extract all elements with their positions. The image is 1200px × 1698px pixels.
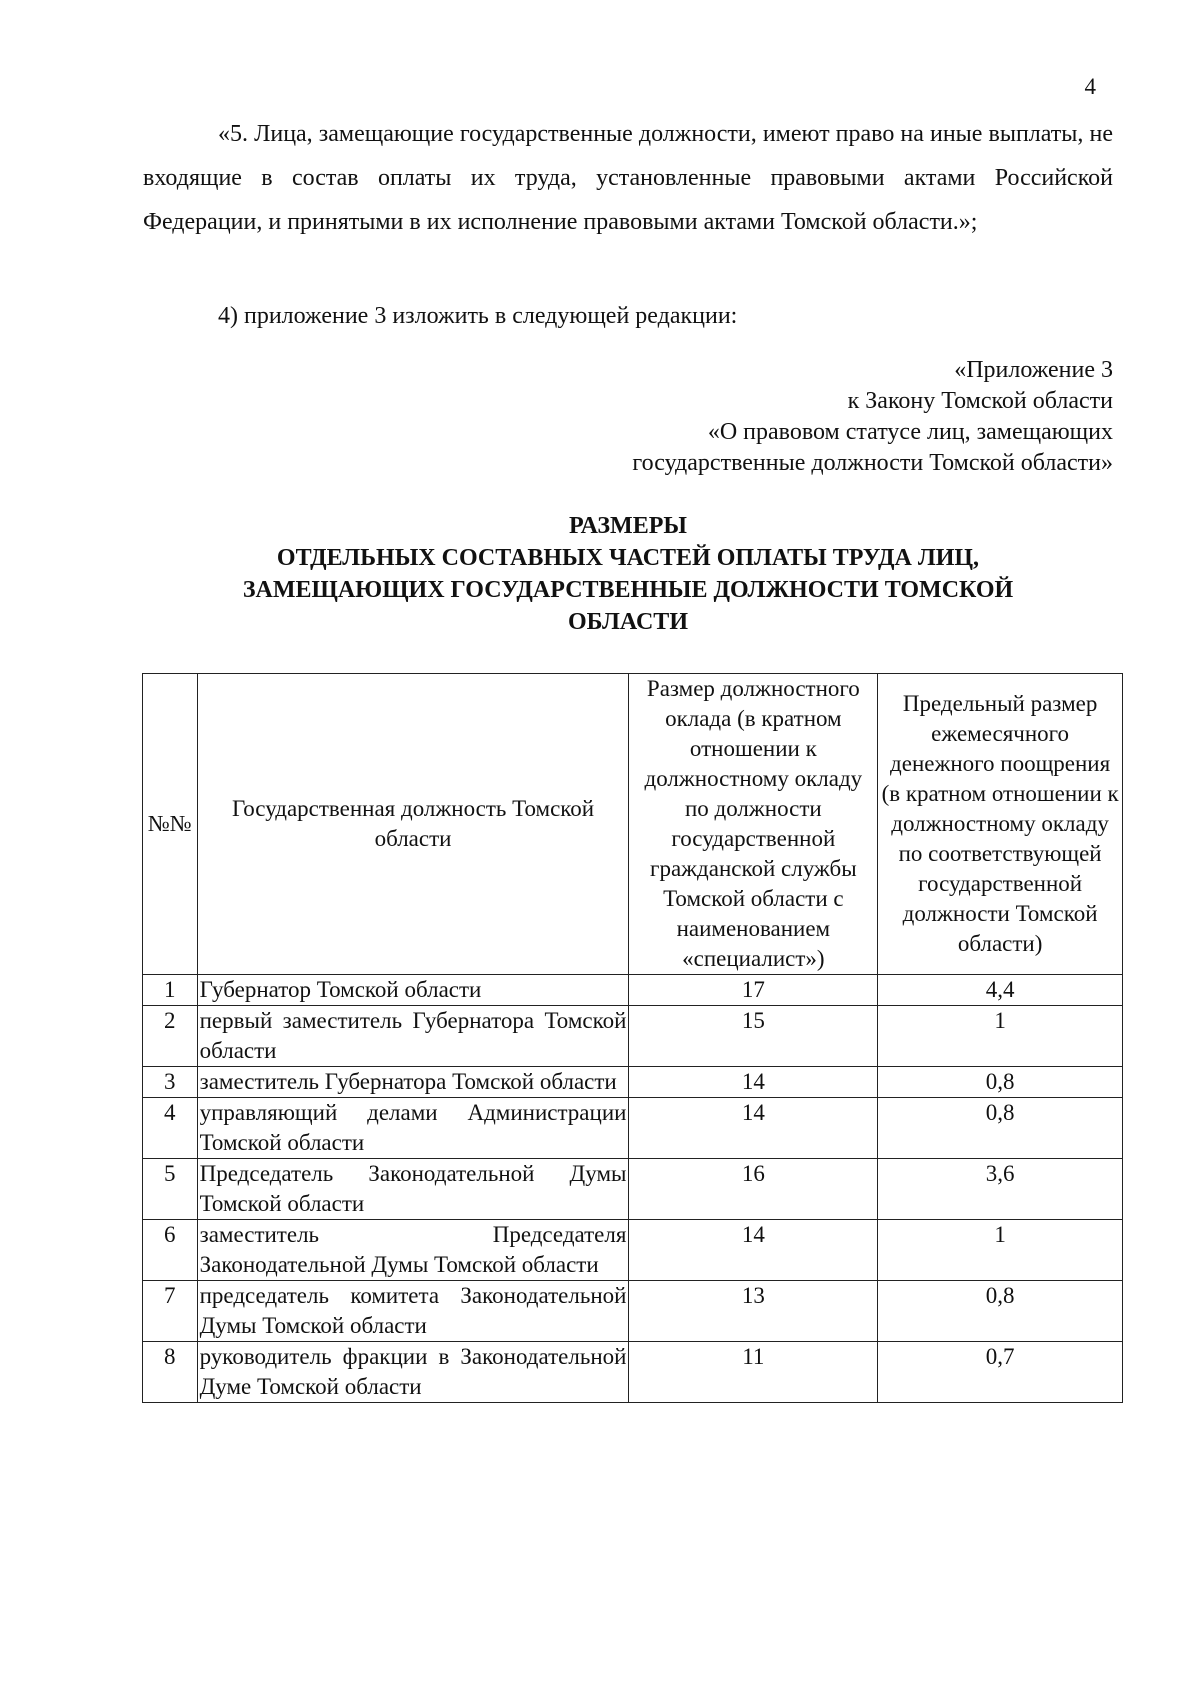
row-num: 5 — [143, 1159, 198, 1220]
row-position: председатель комитета Законодательной Думы Томской области — [197, 1281, 629, 1342]
row-position: заместитель Председателя Законодательной Думы Томской области — [197, 1220, 629, 1281]
row-position: Председатель Законодательной Думы Томской области — [197, 1159, 629, 1220]
row-num: 8 — [143, 1342, 198, 1403]
table-row — [143, 1342, 1123, 1403]
row-num: 1 — [143, 975, 198, 1006]
page-number: 4 — [1084, 74, 1096, 99]
table-row — [143, 1067, 1123, 1098]
table-row — [143, 1159, 1123, 1220]
row-num: 6 — [143, 1220, 198, 1281]
appendix-line: к Закону Томской области — [847, 388, 1113, 414]
row-salary: 11 — [629, 1342, 878, 1403]
row-position: заместитель Губернатора Томской области — [197, 1067, 629, 1098]
table-row — [143, 1006, 1123, 1067]
row-num: 7 — [143, 1281, 198, 1342]
header-num: №№ — [143, 674, 198, 975]
row-salary: 14 — [629, 1098, 878, 1159]
row-num: 2 — [143, 1006, 198, 1067]
appendix-line: «О правовом статусе лиц, замещающих — [707, 419, 1113, 445]
appendix-line: «Приложение 3 — [954, 357, 1113, 383]
table-row — [143, 1281, 1123, 1342]
table-row — [143, 1220, 1123, 1281]
title-line: ЗАМЕЩАЮЩИХ ГОСУДАРСТВЕННЫЕ ДОЛЖНОСТИ ТОМСКОЙ — [242, 577, 1014, 603]
table-header-row — [143, 674, 1123, 975]
title-line: ОБЛАСТИ — [568, 609, 688, 635]
row-bonus: 0,8 — [878, 1098, 1123, 1159]
row-bonus: 0,8 — [878, 1281, 1123, 1342]
row-salary: 15 — [629, 1006, 878, 1067]
row-position: руководитель фракции в Законодательной Думе Томской области — [197, 1342, 629, 1403]
appendix-line: государственные должности Томской области» — [632, 450, 1113, 476]
table-row — [143, 1098, 1123, 1159]
document-title — [143, 510, 1113, 638]
row-bonus: 0,7 — [878, 1342, 1123, 1403]
header-position: Государственная должность Томской области — [197, 674, 629, 975]
header-salary: Размер должностного оклада (в кратном отношении к должностному окладу по должности государственной гражданской службы Томской области с наименованием «специалист») — [629, 674, 878, 975]
row-bonus: 1 — [878, 1006, 1123, 1067]
row-bonus: 0,8 — [878, 1067, 1123, 1098]
table-row — [143, 975, 1123, 1006]
paragraph-item-4: 4) приложение 3 изложить в следующей редакции: — [218, 303, 738, 329]
row-salary: 16 — [629, 1159, 878, 1220]
title-line: ОТДЕЛЬНЫХ СОСТАВНЫХ ЧАСТЕЙ ОПЛАТЫ ТРУДА ЛИЦ, — [276, 545, 980, 571]
row-salary: 13 — [629, 1281, 878, 1342]
header-bonus: Предельный размер ежемесячного денежного поощрения (в кратном отношении к должностному окладу по соответствующей государственной должности Томской области) — [878, 674, 1123, 975]
row-salary: 14 — [629, 1067, 878, 1098]
salary-table — [142, 673, 1123, 1403]
row-salary: 14 — [629, 1220, 878, 1281]
row-bonus: 1 — [878, 1220, 1123, 1281]
row-position: Губернатор Томской области — [197, 975, 629, 1006]
row-bonus: 4,4 — [878, 975, 1123, 1006]
row-bonus: 3,6 — [878, 1159, 1123, 1220]
row-position: первый заместитель Губернатора Томской области — [197, 1006, 629, 1067]
row-num: 3 — [143, 1067, 198, 1098]
row-salary: 17 — [629, 975, 878, 1006]
row-num: 4 — [143, 1098, 198, 1159]
title-line: РАЗМЕРЫ — [569, 513, 687, 539]
row-position: управляющий делами Администрации Томской области — [197, 1098, 629, 1159]
paragraph-amendment-5: «5. Лица, замещающие государственные должности, имеют право на иные выплаты, не входящие в состав оплаты их труда, установленные правовыми актами Российской Федерации, и принятыми в их исполнение правовыми актами Томской области.»; — [143, 121, 1113, 235]
appendix-heading — [413, 355, 1113, 479]
